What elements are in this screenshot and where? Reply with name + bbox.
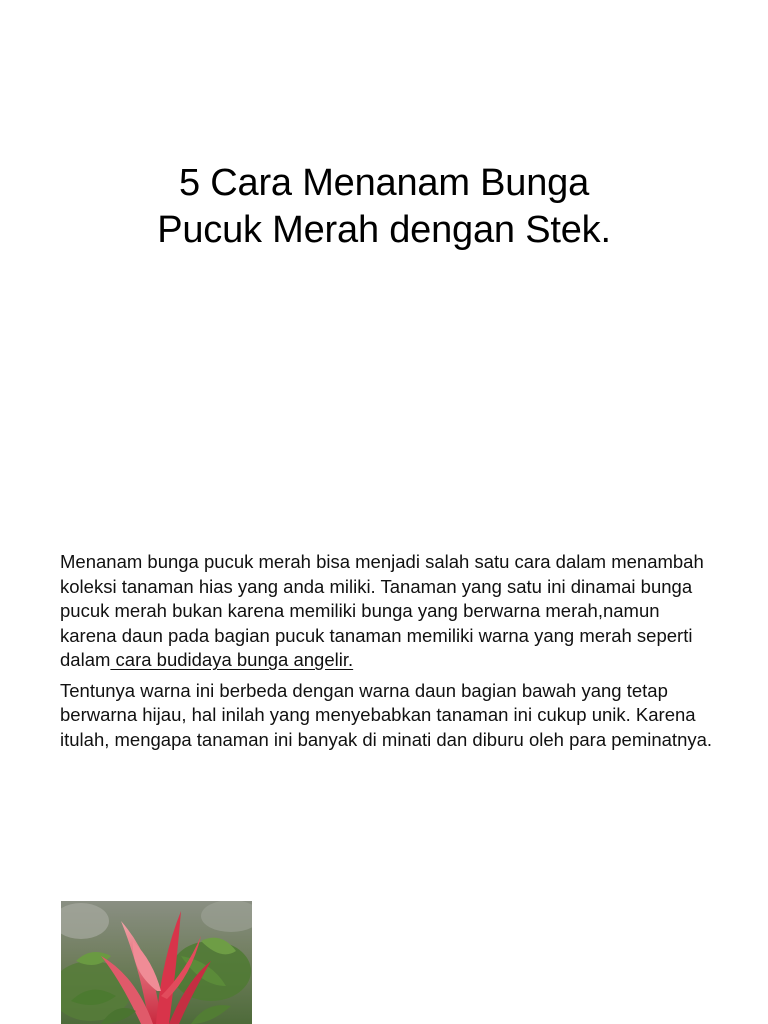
paragraph-description: Tentunya warna ini berbeda dengan warna daun bagian bawah yang tetap berwarna hijau, hal inilah yang menyebabkan tanaman ini cukup unik. Karena itulah, mengapa tanaman ini banyak di minati dan diburu oleh para peminatnya. [60,679,713,750]
paragraph-intro-text: Menanam bunga pucuk merah bisa menjadi salah satu cara dalam menambah koleksi tanaman hias yang anda miliki. Tanaman yang satu ini dinamai bunga pucuk merah bukan karena memiliki bunga yang berwarna merah,namun karena daun pada bagian pucuk tanaman memiliki warna yang merah seperti dalam [60,551,704,670]
body-text [60,550,720,758]
plant-photo-icon [61,901,252,1024]
page-title [0,160,768,254]
title-line-2: Pucuk Merah dengan Stek. [157,209,611,251]
paragraph-intro [60,550,720,673]
budidaya-angelir-link[interactable]: cara budidaya bunga angelir. [110,649,354,670]
title-line-1: 5 Cara Menanam Bunga [178,162,590,204]
red-shoot-plant-photo [61,901,252,1024]
